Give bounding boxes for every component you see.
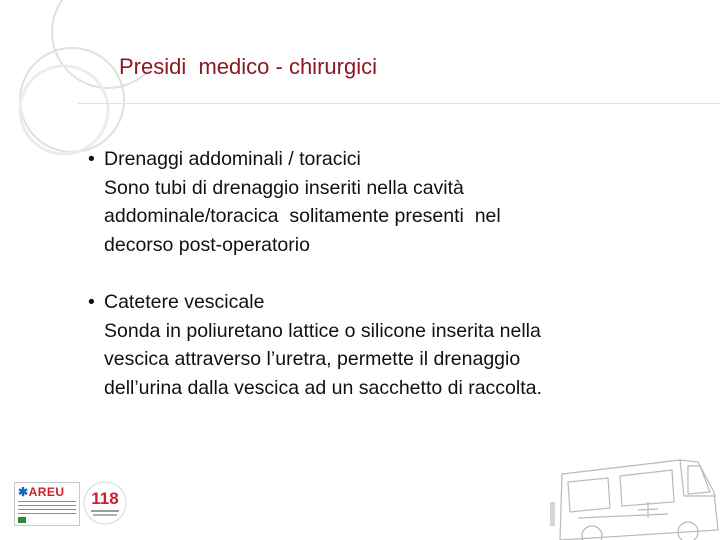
title-divider [78, 103, 720, 104]
footer-logos [10, 478, 128, 528]
areu-logo [14, 482, 80, 526]
logo-118 [82, 480, 128, 526]
bullet-body-line: Sonda in poliuretano lattice o silicone inserita nella [104, 319, 541, 342]
bullet-body-line: decorso post-operatorio [104, 233, 310, 256]
emergency-number: 118 [91, 489, 119, 508]
bullet-heading: Catetere vescicale [104, 291, 265, 313]
bullet-body-line: addominale/toracica solitamente presenti nel [104, 205, 501, 227]
ambulance-icon [548, 452, 720, 540]
bullet-heading-row [88, 288, 542, 317]
areu-subtitle-lines [18, 501, 76, 515]
star-of-life-icon: ✱ [18, 485, 29, 499]
region-emblem-icon [18, 517, 26, 523]
bullet-heading-row [88, 145, 501, 174]
bullet-heading: Drenaggi addominali / toracici [104, 148, 361, 170]
bullet-catetere [88, 288, 542, 402]
bullet-body-line: Sono tubi di drenaggio inseriti nella cavità [104, 176, 464, 199]
slide-title: Presidi medico - chirurgici [119, 54, 377, 79]
areu-wordmark: ✱AREU [18, 485, 65, 499]
bullet-drenaggi [88, 145, 501, 259]
bullet-marker: • [88, 291, 95, 313]
bullet-body-line: vescica attraverso l’uretra, permette il drenaggio [104, 348, 521, 370]
bullet-body-line: dell’urina dalla vescica ad un sacchetto di raccolta. [104, 376, 542, 399]
bullet-marker: • [88, 148, 95, 170]
